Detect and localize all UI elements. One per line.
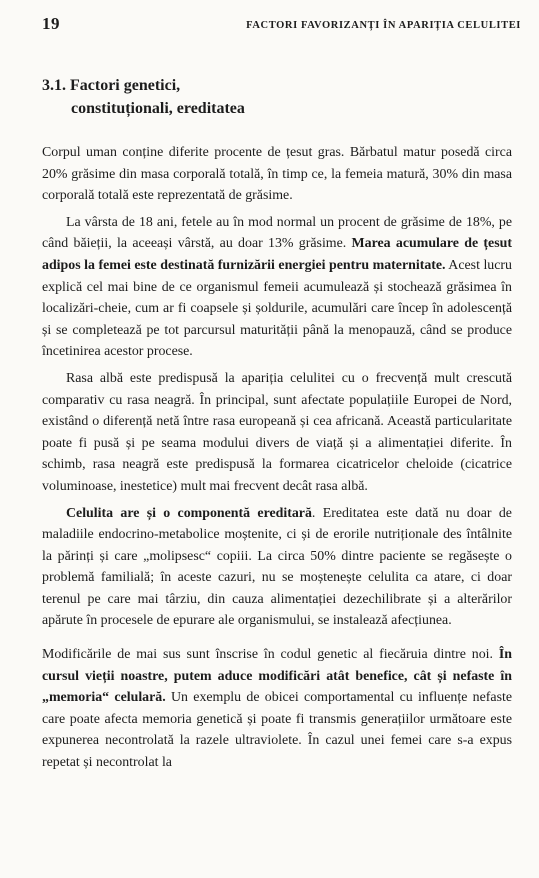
paragraph — [42, 503, 512, 633]
text-run: Corpul uman conține diferite procente de țesut gras. Bărbatul matur posedă circa 20% grăsime din masa corporală totală, în timp ce, la femeia matură, 30% din masa corporală totală este reprezentată de grăsime. — [42, 145, 512, 204]
paragraph — [42, 212, 512, 363]
text-run: La vârsta de 18 ani, fetele au în mod normal un procent de grăsime de 18%, pe când băieții, la aceeași vârstă, au doar 13% grăsime. — [42, 214, 512, 252]
text-run: Modificările de mai sus sunt înscrise în codul genetic al fiecăruia dintre noi. — [42, 647, 499, 663]
bold-text-run: Marea acumulare de țesut adipos la femei este destinată furnizării energiei pentru maternitate. — [42, 236, 512, 273]
body-text — [42, 142, 512, 779]
text-run: . Ereditatea este dată nu doar de maladiile endocrino-metabolice moștenite, ci și de erorile nutriționale des întâlnite la părinți și care „molipsesc“ copiii. La circa 50% dintre paciente se regăsește o problemă familială; în aceste cazuri, nu se moștenește celulita ca atare, ci doar terenul pe care mai târziu, din cauza alimentației dezechilibrate și a alterărilor apărute în procesele de epurare ale organismului, se instalează afecțiunea. — [42, 505, 512, 629]
running-header: FACTORI FAVORIZANȚI ÎN APARIȚIA CELULITEI — [246, 20, 521, 31]
section-number: 3.1. — [42, 77, 66, 94]
bold-text-run: În cursul vieții noastre, putem aduce modificări atât benefice, cât și nefaste în „memoria“ celulară. — [42, 647, 512, 706]
text-run: Rasa albă este predispusă la apariția celulitei cu o frecvență mult crescută comparativ cu rasa neagră. În principal, sunt afectate populațiile Europei de Nord, existând o diferență netă între rasa europeană și cea africană. Această particularitate poate fi pusă și pe seama modului divers de viață și a alimentației diferite. În schimb, rasa neagră este predispusă la formarea cicatricelor cheloide (cicatrice voluminoase, inestetice) mult mai frecvent decât rasa albă. — [42, 370, 512, 494]
page-number: 19 — [42, 14, 60, 33]
paragraph — [42, 644, 512, 774]
section-title-line1: Factori genetici, — [70, 77, 181, 94]
paragraph — [42, 142, 512, 207]
section-title-line2: constituționali, ereditatea — [71, 100, 245, 117]
section-heading — [42, 74, 502, 120]
paragraph — [42, 368, 512, 498]
text-run: Un exemplu de obicei comportamental cu influențe nefaste care poate afecta memoria genetică și poate fi transmis generațiilor următoare este expunerea necontrolată la razele ultraviolete. În cazul unei femei care s-a expus repetat și necontrolat la — [42, 690, 512, 771]
bold-text-run: Celulita are și o componentă ereditară — [66, 505, 312, 521]
text-run: Acest lucru explică cel mai bine de ce organismul femeii acumulează și stochează grăsimea în localizări-cheie, cum ar fi coapsele și șoldurile, acumulări care încep în adolescență și se completează pe tot parcursul maturității până la menopauză, când se produce încetinirea acestor procese. — [42, 257, 512, 360]
